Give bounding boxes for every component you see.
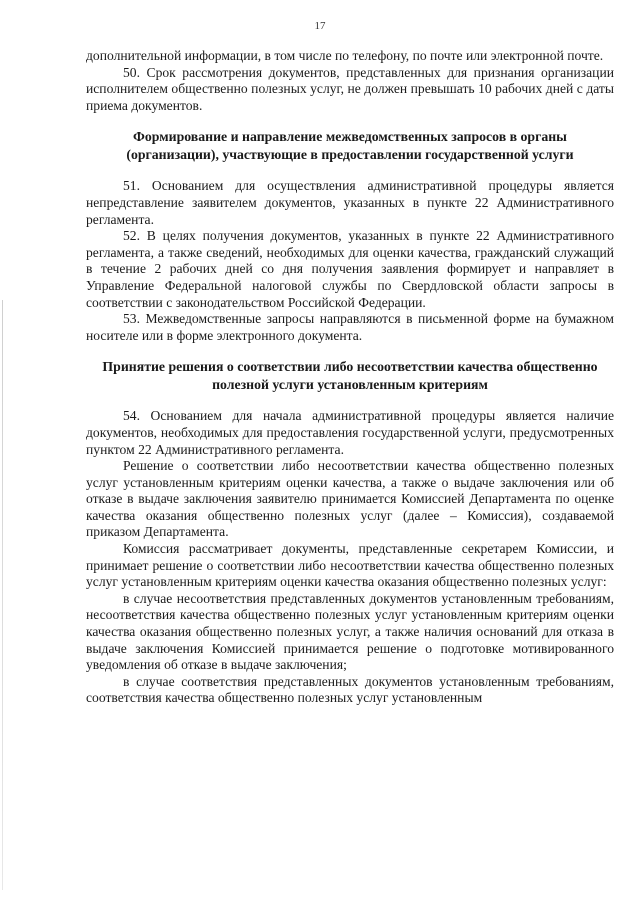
paragraph-case-nonconformity: в случае несоответствия представленных документов установленным требованиям, несоответствия качества общественно полезных услуг установленным критериям оценки качества оказания общественно полезных услуг, а также наличия оснований для отказа в выдаче заключения Комиссией принимается решение о подготовке мотивированного уведомления об отказе в выдаче заключения; [86,590,614,673]
scan-margin-line [2,300,3,890]
section-heading-interagency-requests: Формирование и направление межведомственных запросов в органы (организации), участвующие в предоставлении государственной услуги [126,129,574,163]
paragraph-commission-review: Комиссия рассматривает документы, представленные секретарем Комиссии, и принимает решение о соответствии либо несоответствии качества общественно полезных услуг установленным критериям оценки качества оказания общественно полезных услуг: [86,541,614,590]
paragraph-continuation: дополнительной информации, в том числе по телефону, по почте или электронной почте. [86,48,604,63]
paragraph-52: 52. В целях получения документов, указанных в пункте 22 Административного регламента, а также сведений, необходимых для оценки качества, гражданский служащий в течение 2 рабочих дней со дня получения заявления формирует и направляет в Управление Федеральной налоговой службы по Свердловской области запросы в соответствии с законодательством Российской Федерации. [86,228,614,310]
page-number: 17 [314,20,326,32]
paragraph-54: 54. Основанием для начала административной процедуры является наличие документов, необходимых для предоставления государственной услуги, предусмотренных пунктом 22 Административного регламента. [86,408,614,457]
paragraph-51: 51. Основанием для осуществления административной процедуры является непредставление заявителем документов, указанных в пункте 22 Административного регламента. [86,178,614,227]
paragraph-case-conformity: в случае соответствия представленных документов установленным требованиям, соответствия качества общественно полезных услуг установленным [86,673,614,706]
document-body [86,48,614,707]
paragraph-53: 53. Межведомственные запросы направляются в письменной форме на бумажном носителе или в форме электронного документа. [86,311,614,343]
section-heading-decision: Принятие решения о соответствии либо несоответствии качества общественно полезной услуги установленным критериям [102,359,598,393]
paragraph-decision-commission: Решение о соответствии либо несоответствии качества общественно полезных услуг установленным критериям оценки качества, а также о выдаче заключения или об отказе в выдаче заключения заявителю принимается Комиссией Департамента по оценке качества оказания общественно полезных услуг (далее – Комиссия), создаваемой приказом Департамента. [86,458,614,540]
paragraph-50: 50. Срок рассмотрения документов, представленных для признания организации исполнителем общественно полезных услуг, не должен превышать 10 рабочих дней с даты приема документов. [86,64,614,113]
